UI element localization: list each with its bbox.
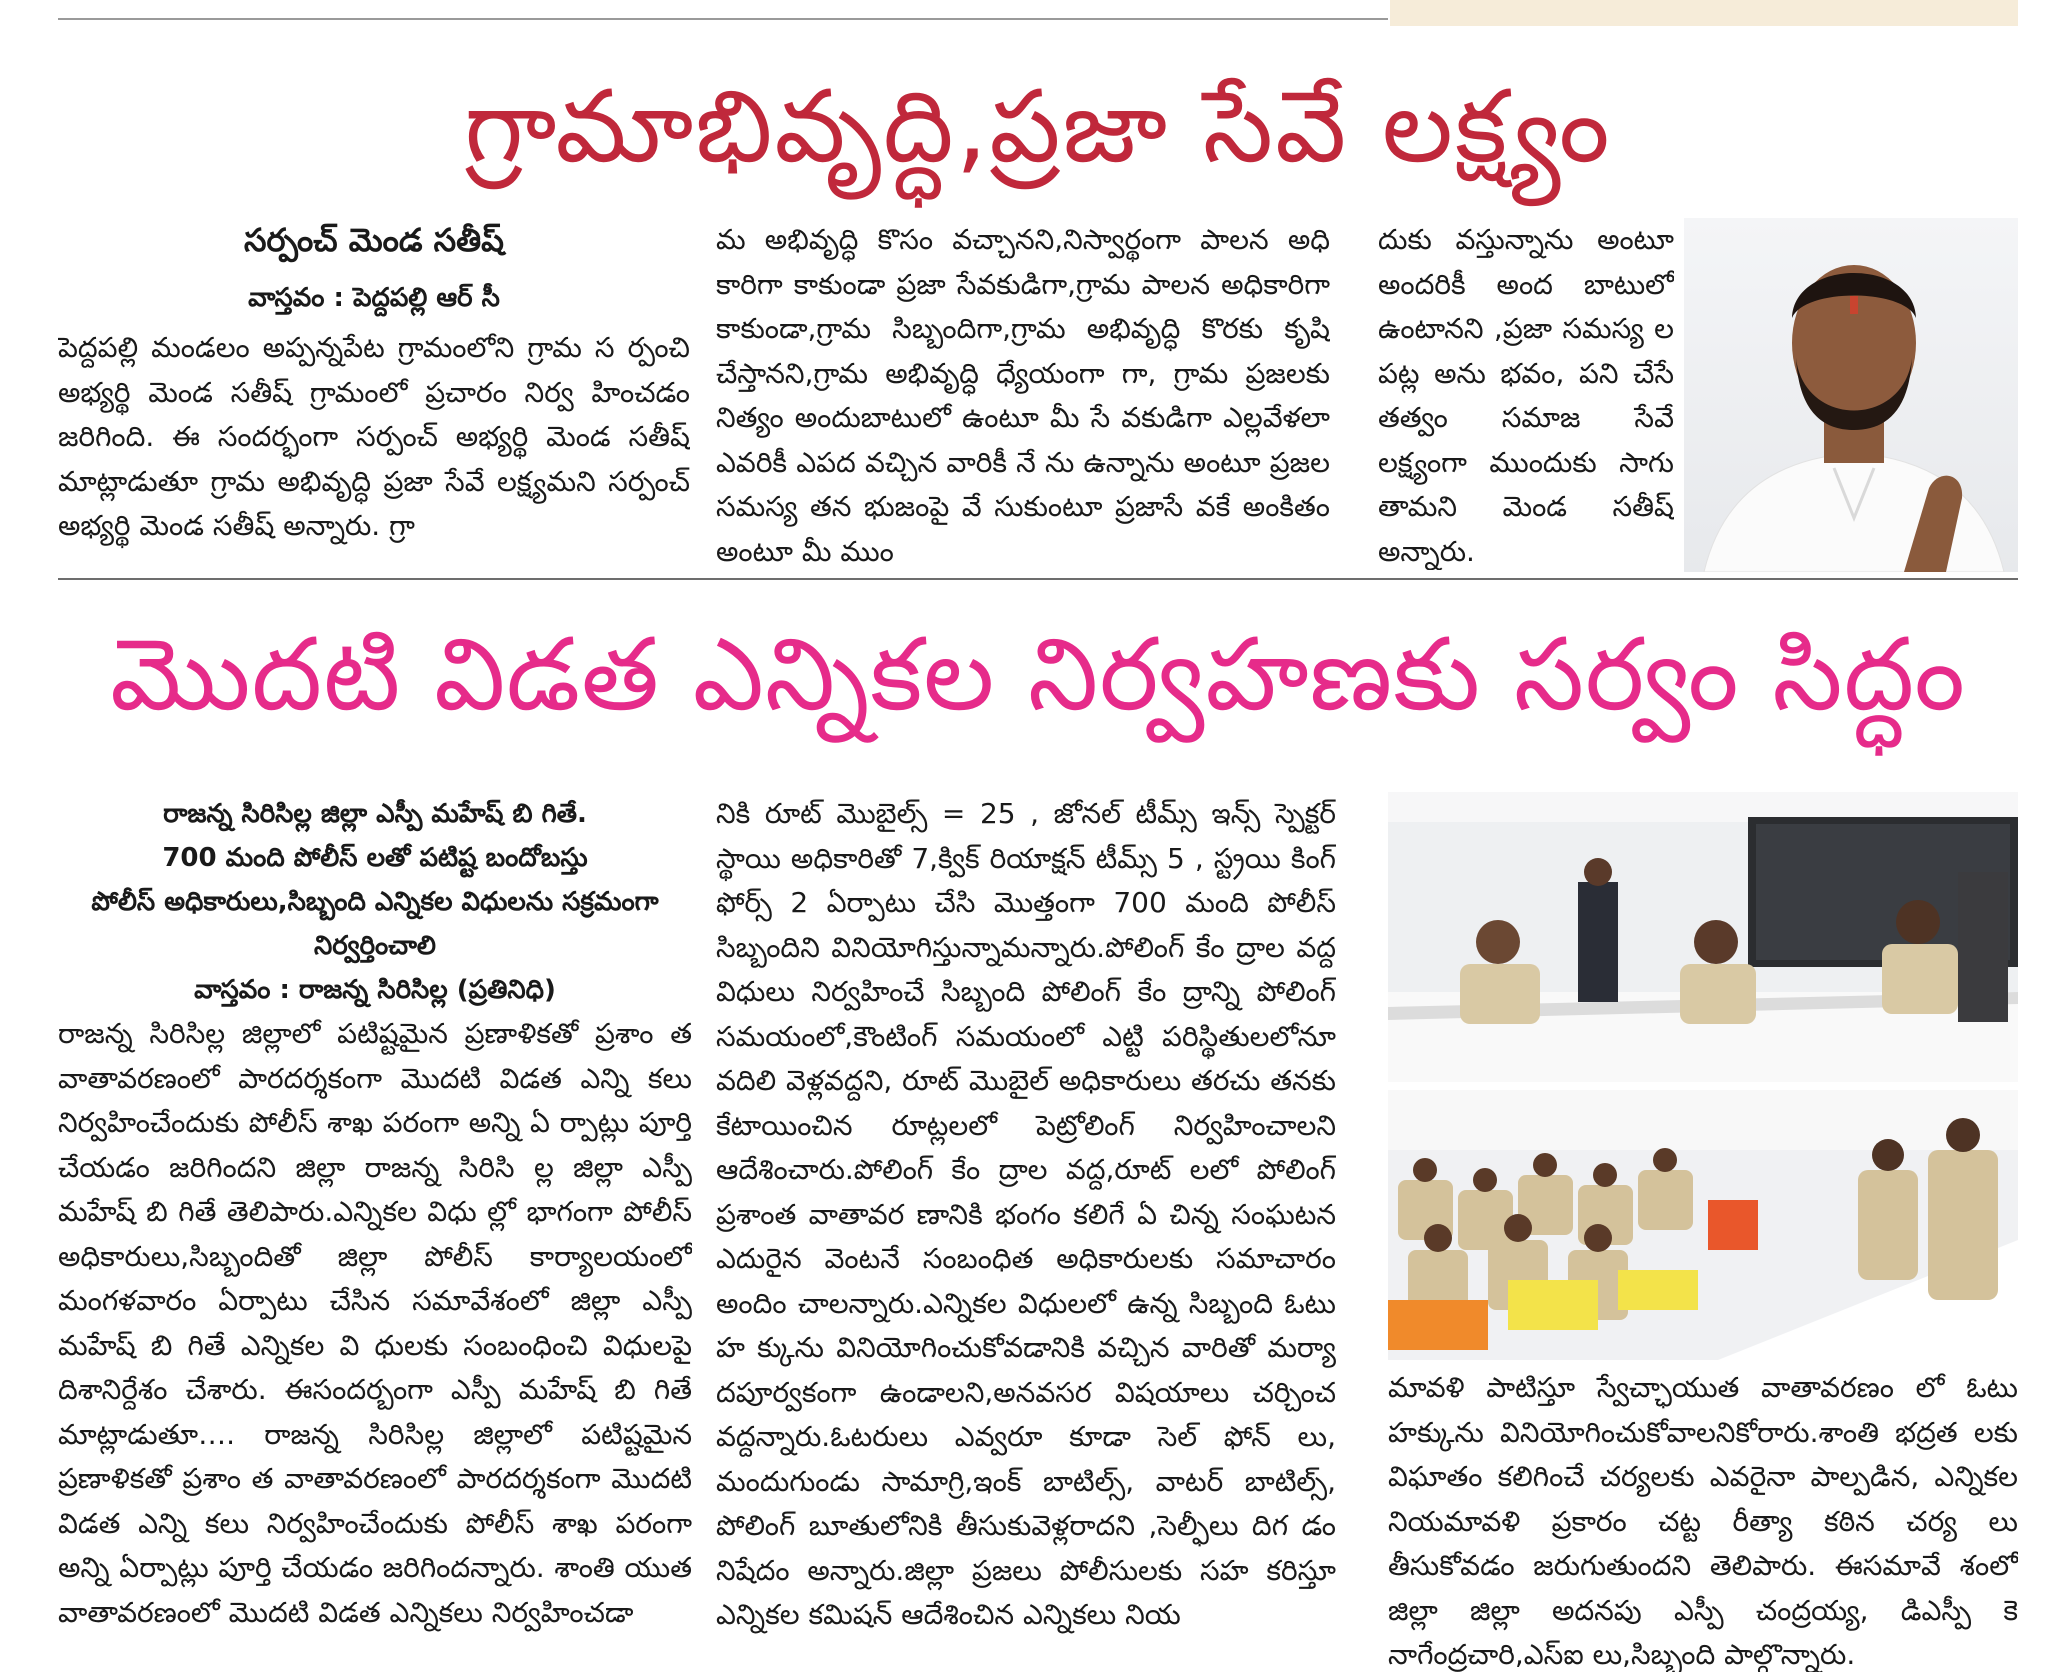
story1-dateline: వాస్తవం : పెద్దపల్లి ఆర్ సీ: [248, 283, 500, 313]
story2-column-3: [1388, 1366, 2018, 1672]
section-divider: [58, 578, 2018, 580]
story2-headline: మొదటి విడత ఎన్నికల నిర్వహణకు సర్వం సిద్ధం: [110, 616, 1966, 733]
story1-col3-text: దుకు వస్తున్నాను అంటూ అందరికీ అంద బాటులో ఉంటానని ,ప్రజా సమస్య ల పట్ల అను భవం, పని చేసే తత్వం సమాజ సేవే లక్ష్యంగా ముందుకు సాగు తామని మెండ సతీష్ అన్నారు.: [1378, 223, 1674, 568]
story1-column-1: [58, 210, 690, 570]
story2-col2-text: నికి రూట్ మొబైల్స్ = 25 , జోనల్ టీమ్స్ ఇన్స్ స్పెక్టర్ స్థాయి అధికారితో 7,క్విక్ రియాక్షన్ టీమ్స్ 5 , స్ట్రయి కింగ్ ఫోర్స్ 2 ఏర్పాటు చేసి మొత్తంగా 700 మంది పోలీస్ సిబ్బందిని వినియోగిస్తున్నామన్నారు.పోలింగ్ కేం ద్రాల వద్ద విధులు నిర్వహించే సిబ్బంది పోలింగ్ కేం ద్రాన్ని పోలింగ్ సమయంలో,కౌంటింగ్ సమయంలో ఎట్టి పరిస్థితులలోనూ వదిలి వెళ్లవద్దని, రూట్ మొబైల్ అధికారులు తరచు తనకు కేటాయించిన రూట్లలలో పెట్రోలింగ్ నిర్వహించాలని ఆదేశించారు.పోలింగ్ కేం ద్రాల వద్ద,రూట్ లలో పోలింగ్ ప్రశాంత వాతావర ణానికి భంగం కలిగే ఏ చిన్న సంఘటన ఎదురైన వెంటనే సంబంధిత అధికారులకు సమాచారం అందిం చాలన్నారు.ఎన్నికల విధులలో ఉన్న సిబ్బంది ఓటు హ క్కును వినియోగించుకోవడానికి వచ్చిన వారితో మర్యా దపూర్వకంగా ఉండాలని,అనవసర విషయాలు చర్చించ వద్దన్నారు.ఓటరులు ఎవ్వరూ కూడా సెల్ ఫోన్ లు, మందుగుండు సామాగ్రి,ఇంక్ బాటిల్స్, వాటర్ బాటిల్స్, పోలింగ్ బూతులోనికి తీసుకువెళ్లరాదని ,సెల్ఫీలు దిగ డం నిషేదం అన్నారు.జిల్లా ప్రజలు పోలీసులకు సహ కరిస్తూ ఎన్నికల కమిషన్ ఆదేశించిన ఎన్నికలు నియ: [716, 797, 1336, 1631]
story1-byline: సర్పంచ్ మెండ సతీష్: [244, 221, 504, 259]
story2-lead-line-1: రాజన్న సిరిసిల్ల జిల్లా ఎస్పీ మహేష్ బి గితే.: [163, 799, 587, 829]
portrait-photo: [1684, 218, 2018, 572]
meeting-photo-top: [1388, 792, 2018, 1082]
story2-column-1: [58, 792, 692, 1672]
story2-dateline: వాస్తవం : రాజన్న సిరిసిల్ల (ప్రతినిధి): [194, 975, 556, 1005]
top-color-strip: [1390, 0, 2018, 26]
story1-column-3: [1378, 218, 1674, 570]
story2-lead-line-2: 700 మంది పోలీస్ లతో పటిష్ట బందోబస్తు: [162, 843, 588, 873]
story1-col2-text: మ అభివృద్ధి కొసం వచ్చానని,నిస్వార్థంగా పాలన అధి కారిగా కాకుండా ప్రజా సేవకుడిగా,గ్రామ పాలన అధికారిగా కాకుండా,గ్రామ సిబ్బందిగా,గ్రామ అభివృద్ధి కొరకు కృషి చేస్తానని,గ్రామ అభివృద్ధి ధ్యేయంగా గా, గ్రామ ప్రజలకు నిత్యం అందుబాటులో ఉంటూ మీ సే వకుడిగా ఎల్లవేళలా ఎవరికీ ఎపద వచ్చిన వారికీ నే ను ఉన్నాను అంటూ ప్రజల సమస్య తన భుజంపై వే సుకుంటూ ప్రజాసే వకే అంకితం అంటూ మీ ముం: [716, 223, 1330, 568]
story2-column-2: [716, 792, 1336, 1672]
story1-column-2: [716, 218, 1330, 570]
story1-headline: గ్రామాభివృద్ధి,ప్రజా సేవే లక్ష్యం: [464, 68, 1612, 185]
story2-col1-text: రాజన్న సిరిసిల్ల జిల్లాలో పటిష్టమైన ప్రణాళికతో ప్రశాం త వాతావరణంలో పారదర్శకంగా మొదటి విడత ఎన్ని కలు నిర్వహించేందుకు పోలీస్ శాఖ పరంగా అన్ని ఏ ర్పాట్లు పూర్తి చేయడం జరిగిందని జిల్లా రాజన్న సిరిసి ల్ల జిల్లా ఎస్పీ మహేష్ బి గితే తెలిపారు.ఎన్నికల విధు ల్లో భాగంగా పోలీస్ అధికారులు,సిబ్బందితో జిల్లా పోలీస్ కార్యాలయంలో మంగళవారం ఏర్పాటు చేసిన సమావేశంలో జిల్లా ఎస్పీ మహేష్ బి గితే ఎన్నికల వి ధులకు సంబంధించి విధులపై దిశానిర్దేశం చేశారు. ఈసందర్బంగా ఎస్పీ మహేష్ బి గితే మాట్లాడుతూ…. రాజన్న సిరిసిల్ల జిల్లాలో పటిష్టమైన ప్రణాళికతో ప్రశాం త వాతావరణంలో పారదర్శకంగా మొదటి విడత ఎన్ని కలు నిర్వహించేందుకు పోలీస్ శాఖ పరంగా అన్ని ఏర్పాట్లు పూర్తి చేయడం జరిగిందన్నారు. శాంతి యుత వాతావరణంలో మొదటి విడత ఎన్నికలు నిర్వహించడా: [58, 1017, 692, 1629]
story2-lead-line-4: నిర్వర్తించాలి: [314, 931, 436, 961]
story1-col1-text: పెద్దపల్లి మండలం అప్పన్నపేట గ్రామంలోని గ్రామ స ర్పంచి అభ్యర్థి మెండ సతీష్ గ్రామంలో ప్రచారం నిర్వ హించడం జరిగింది. ఈ సందర్భంగా సర్పంచ్ అభ్యర్థి మెండ సతీష్ మాట్లాడుతూ గ్రామ అభివృద్ధి ప్రజా సేవే లక్ష్యమని సర్పంచ్ అభ్యర్థి మెండ సతీష్ అన్నారు. గ్రా: [58, 331, 690, 542]
story2-col3-text: మావళి పాటిస్తూ స్వేచ్ఛాయుత వాతావరణం లో ఓటు హక్కును వినియోగించుకోవాలనికోరారు.శాంతి భద్రత లకు విఘాతం కలిగించే చర్యలకు ఎవరైనా పాల్పడిన, ఎన్నికల నియమావళి ప్రకారం చట్ట రీత్యా కఠిన చర్య లు తీసుకోవడం జరుగుతుందని తెలిపారు. ఈసమావే శంలో జిల్లా జిల్లా అదనపు ఎస్పీ చంద్రయ్య, డిఎస్పీ కె నాగేంద్రచారి,ఎస్ఐ లు,సిబ్బంది పాల్గొన్నారు.: [1388, 1371, 2018, 1671]
meeting-photo-bottom: [1388, 1090, 2018, 1360]
top-divider: [58, 18, 1388, 20]
story2-lead-line-3: పోలీస్ అధికారులు,సిబ్బంది ఎన్నికల విధులను సక్రమంగా: [91, 887, 659, 917]
